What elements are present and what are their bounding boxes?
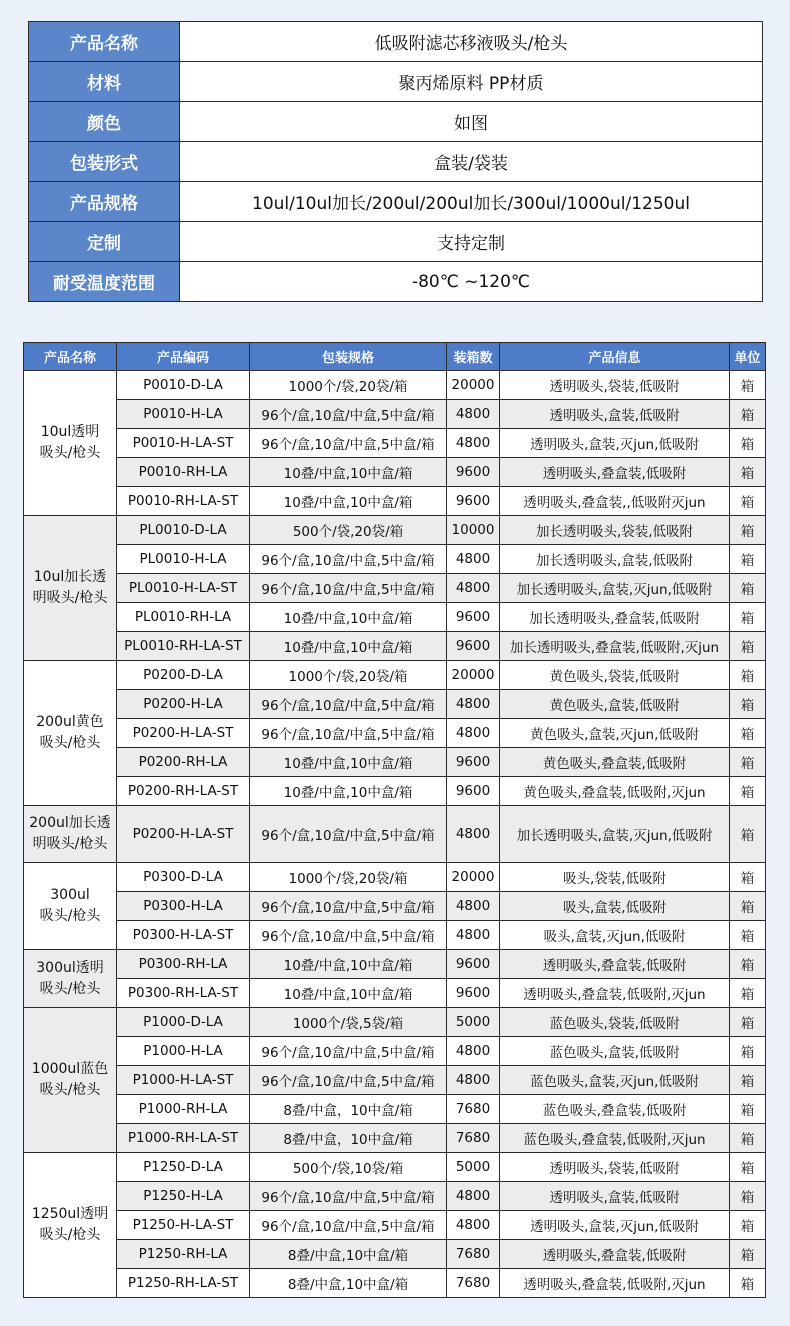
package-spec: 10叠/中盒,10中盒/箱: [250, 632, 447, 661]
table-row: [24, 400, 766, 429]
package-spec: 8叠/中盒,10中盒/箱: [250, 1269, 447, 1298]
carton-qty: 9600: [447, 950, 500, 979]
carton-qty: 4800: [447, 921, 500, 950]
product-code: P0200-H-LA: [117, 690, 250, 719]
product-code: P1000-H-LA-ST: [117, 1066, 250, 1095]
carton-qty: 7680: [447, 1095, 500, 1124]
product-name-cell: [24, 1153, 117, 1298]
unit: 箱: [730, 1008, 766, 1037]
package-spec: 10叠/中盒,10中盒/箱: [250, 603, 447, 632]
product-code: P0200-H-LA-ST: [117, 806, 250, 863]
unit: 箱: [730, 1037, 766, 1066]
table-row: [24, 371, 766, 400]
unit: 箱: [730, 1269, 766, 1298]
unit: 箱: [730, 777, 766, 806]
product-code: PL0010-RH-LA: [117, 603, 250, 632]
product-code: PL0010-RH-LA-ST: [117, 632, 250, 661]
table-row: [24, 690, 766, 719]
product-name: 200ul加长透 明吸头/枪头: [29, 815, 111, 852]
table-row: [24, 545, 766, 574]
unit: 箱: [730, 400, 766, 429]
product-code: P0300-H-LA-ST: [117, 921, 250, 950]
package-spec: 1000个/袋,20袋/箱: [250, 661, 447, 690]
table-row: [24, 1066, 766, 1095]
product-name-cell: [24, 806, 117, 863]
carton-qty: 9600: [447, 487, 500, 516]
unit: 箱: [730, 748, 766, 777]
product-info: 黄色吸头,叠盒装,低吸附,灭jun: [500, 777, 730, 806]
product-info: 加长透明吸头,盒装,灭jun,低吸附: [500, 574, 730, 603]
product-code: PL0010-H-LA: [117, 545, 250, 574]
product-info: 透明吸头,袋装,低吸附: [500, 1153, 730, 1182]
spec-value: 低吸附滤芯移液吸头/枪头: [180, 22, 763, 62]
unit: 箱: [730, 458, 766, 487]
spec-row: [29, 182, 763, 222]
column-header: 产品名称: [24, 343, 117, 371]
package-spec: 96个/盒,10盒/中盒,5中盒/箱: [250, 1182, 447, 1211]
carton-qty: 4800: [447, 806, 500, 863]
table-row: [24, 950, 766, 979]
product-name: 10ul加长透 明吸头/枪头: [32, 569, 108, 606]
spec-value: 盒装/袋装: [180, 142, 763, 182]
table-row: [24, 458, 766, 487]
unit: 箱: [730, 1211, 766, 1240]
unit: 箱: [730, 921, 766, 950]
product-name-cell: [24, 1008, 117, 1153]
unit: 箱: [730, 806, 766, 863]
product-code: P1250-RH-LA: [117, 1240, 250, 1269]
product-code: P1000-RH-LA-ST: [117, 1124, 250, 1153]
product-name: 10ul透明 吸头/枪头: [39, 424, 101, 461]
product-code: P0010-RH-LA-ST: [117, 487, 250, 516]
product-info: 透明吸头,叠盒装,,低吸附灭jun: [500, 487, 730, 516]
package-spec: 8叠/中盒，10中盒/箱: [250, 1124, 447, 1153]
unit: 箱: [730, 690, 766, 719]
product-info: 透明吸头,叠盒装,低吸附: [500, 1240, 730, 1269]
carton-qty: 9600: [447, 603, 500, 632]
table-row: [24, 806, 766, 863]
unit: 箱: [730, 661, 766, 690]
product-code: P0010-H-LA: [117, 400, 250, 429]
package-spec: 96个/盒,10盒/中盒,5中盒/箱: [250, 545, 447, 574]
product-info: 透明吸头,叠盒装,低吸附: [500, 458, 730, 487]
product-code: P1000-H-LA: [117, 1037, 250, 1066]
table-row: [24, 1008, 766, 1037]
table-row: [24, 748, 766, 777]
table-row: [24, 632, 766, 661]
unit: 箱: [730, 892, 766, 921]
package-spec: 96个/盒,10盒/中盒,5中盒/箱: [250, 806, 447, 863]
unit: 箱: [730, 603, 766, 632]
unit: 箱: [730, 1240, 766, 1269]
unit: 箱: [730, 979, 766, 1008]
product-code: PL0010-H-LA-ST: [117, 574, 250, 603]
unit: 箱: [730, 719, 766, 748]
unit: 箱: [730, 1095, 766, 1124]
product-info: 蓝色吸头,叠盒装,低吸附,灭jun: [500, 1124, 730, 1153]
table-row: [24, 777, 766, 806]
product-name: 1000ul蓝色 吸头/枪头: [31, 1061, 109, 1098]
package-spec: 1000个/袋,20袋/箱: [250, 371, 447, 400]
product-info: 加长透明吸头,袋装,低吸附: [500, 516, 730, 545]
spec-row: [29, 142, 763, 182]
spec-row: [29, 222, 763, 262]
package-spec: 96个/盒,10盒/中盒,5中盒/箱: [250, 921, 447, 950]
product-info: 加长透明吸头,盒装,低吸附: [500, 545, 730, 574]
carton-qty: 4800: [447, 719, 500, 748]
product-code: P0010-D-LA: [117, 371, 250, 400]
table-row: [24, 921, 766, 950]
spec-label: 产品名称: [29, 22, 180, 62]
product-info: 黄色吸头,袋装,低吸附: [500, 661, 730, 690]
product-info: 加长透明吸头,叠盒装,低吸附: [500, 603, 730, 632]
carton-qty: 10000: [447, 516, 500, 545]
package-spec: 10叠/中盒,10中盒/箱: [250, 487, 447, 516]
product-info: 蓝色吸头,盒装,低吸附: [500, 1037, 730, 1066]
product-info: 加长透明吸头,盒装,灭jun,低吸附: [500, 806, 730, 863]
spec-label: 耐受温度范围: [29, 262, 180, 302]
table-row: [24, 516, 766, 545]
spec-row: [29, 102, 763, 142]
carton-qty: 4800: [447, 429, 500, 458]
product-info: 透明吸头,盒装,低吸附: [500, 400, 730, 429]
product-table: [23, 342, 766, 1298]
product-code: P0010-H-LA-ST: [117, 429, 250, 458]
product-code: P0200-RH-LA: [117, 748, 250, 777]
carton-qty: 9600: [447, 632, 500, 661]
spec-value: 支持定制: [180, 222, 763, 262]
package-spec: 1000个/袋,20袋/箱: [250, 863, 447, 892]
carton-qty: 5000: [447, 1008, 500, 1037]
spec-label: 产品规格: [29, 182, 180, 222]
package-spec: 96个/盒,10盒/中盒,5中盒/箱: [250, 574, 447, 603]
table-row: [24, 1153, 766, 1182]
package-spec: 10叠/中盒,10中盒/箱: [250, 777, 447, 806]
spec-row: [29, 62, 763, 102]
unit: 箱: [730, 1066, 766, 1095]
carton-qty: 4800: [447, 690, 500, 719]
product-name: 200ul黄色 吸头/枪头: [36, 714, 104, 751]
package-spec: 96个/盒,10盒/中盒,5中盒/箱: [250, 400, 447, 429]
carton-qty: 4800: [447, 892, 500, 921]
package-spec: 10叠/中盒,10中盒/箱: [250, 979, 447, 1008]
product-name-cell: [24, 371, 117, 516]
product-info: 黄色吸头,盒装,灭jun,低吸附: [500, 719, 730, 748]
table-row: [24, 1211, 766, 1240]
product-info: 透明吸头,叠盒装,低吸附,灭jun: [500, 1269, 730, 1298]
package-spec: 96个/盒,10盒/中盒,5中盒/箱: [250, 1037, 447, 1066]
table-row: [24, 1095, 766, 1124]
product-code: P0300-RH-LA-ST: [117, 979, 250, 1008]
product-info: 透明吸头,叠盒装,低吸附: [500, 950, 730, 979]
unit: 箱: [730, 487, 766, 516]
product-info: 加长透明吸头,叠盒装,低吸附,灭jun: [500, 632, 730, 661]
product-info: 透明吸头,盒装,灭jun,低吸附: [500, 429, 730, 458]
product-name-cell: [24, 863, 117, 950]
spec-row: [29, 262, 763, 302]
product-code: P1000-RH-LA: [117, 1095, 250, 1124]
carton-qty: 9600: [447, 748, 500, 777]
table-row: [24, 1037, 766, 1066]
product-code: P1000-D-LA: [117, 1008, 250, 1037]
carton-qty: 4800: [447, 1066, 500, 1095]
product-code: P0300-RH-LA: [117, 950, 250, 979]
table-row: [24, 863, 766, 892]
spec-label: 颜色: [29, 102, 180, 142]
carton-qty: 9600: [447, 777, 500, 806]
product-code: P0200-D-LA: [117, 661, 250, 690]
table-row: [24, 979, 766, 1008]
package-spec: 1000个/袋,5袋/箱: [250, 1008, 447, 1037]
unit: 箱: [730, 1124, 766, 1153]
table-row: [24, 1124, 766, 1153]
carton-qty: 4800: [447, 574, 500, 603]
column-header: 单位: [730, 343, 766, 371]
unit: 箱: [730, 632, 766, 661]
product-code: P1250-D-LA: [117, 1153, 250, 1182]
carton-qty: 20000: [447, 661, 500, 690]
product-code: P1250-H-LA: [117, 1182, 250, 1211]
unit: 箱: [730, 429, 766, 458]
carton-qty: 7680: [447, 1124, 500, 1153]
table-row: [24, 429, 766, 458]
package-spec: 10叠/中盒,10中盒/箱: [250, 458, 447, 487]
product-info: 黄色吸头,叠盒装,低吸附: [500, 748, 730, 777]
product-info: 蓝色吸头,盒装,灭jun,低吸附: [500, 1066, 730, 1095]
column-header: 装箱数: [447, 343, 500, 371]
product-info: 透明吸头,盒装,灭jun,低吸附: [500, 1211, 730, 1240]
product-name: 300ul透明 吸头/枪头: [36, 959, 104, 997]
carton-qty: 20000: [447, 863, 500, 892]
carton-qty: 4800: [447, 400, 500, 429]
product-info: 吸头,盒装,低吸附: [500, 892, 730, 921]
column-header: 包装规格: [250, 343, 447, 371]
table-row: [24, 1269, 766, 1298]
table-row: [24, 892, 766, 921]
carton-qty: 4800: [447, 1211, 500, 1240]
package-spec: 500个/袋,10袋/箱: [250, 1153, 447, 1182]
table-row: [24, 1240, 766, 1269]
carton-qty: 9600: [447, 458, 500, 487]
product-name-cell: [24, 516, 117, 661]
package-spec: 10叠/中盒,10中盒/箱: [250, 748, 447, 777]
package-spec: 96个/盒,10盒/中盒,5中盒/箱: [250, 1211, 447, 1240]
product-info: 透明吸头,袋装,低吸附: [500, 371, 730, 400]
product-code: P0300-H-LA: [117, 892, 250, 921]
carton-qty: 4800: [447, 1182, 500, 1211]
product-info: 蓝色吸头,袋装,低吸附: [500, 1008, 730, 1037]
package-spec: 500个/袋,20袋/箱: [250, 516, 447, 545]
package-spec: 96个/盒,10盒/中盒,5中盒/箱: [250, 429, 447, 458]
unit: 箱: [730, 1182, 766, 1211]
package-spec: 10叠/中盒,10中盒/箱: [250, 950, 447, 979]
package-spec: 8叠/中盒,10中盒/箱: [250, 1240, 447, 1269]
product-info: 透明吸头,叠盒装,低吸附,灭jun: [500, 979, 730, 1008]
carton-qty: 7680: [447, 1240, 500, 1269]
spec-value: 聚丙烯原料 PP材质: [180, 62, 763, 102]
spec-label: 包装形式: [29, 142, 180, 182]
spec-label: 材料: [29, 62, 180, 102]
package-spec: 96个/盒,10盒/中盒,5中盒/箱: [250, 892, 447, 921]
package-spec: 96个/盒,10盒/中盒,5中盒/箱: [250, 719, 447, 748]
spec-row: [29, 22, 763, 62]
product-code: PL0010-D-LA: [117, 516, 250, 545]
product-name: 1250ul透明 吸头/枪头: [31, 1206, 109, 1243]
product-code: P0010-RH-LA: [117, 458, 250, 487]
product-name-cell: [24, 950, 117, 1008]
product-info: 透明吸头,盒装,低吸附: [500, 1182, 730, 1211]
product-code: P0300-D-LA: [117, 863, 250, 892]
carton-qty: 7680: [447, 1269, 500, 1298]
column-header: 产品信息: [500, 343, 730, 371]
package-spec: 96个/盒,10盒/中盒,5中盒/箱: [250, 690, 447, 719]
product-info: 吸头,袋装,低吸附: [500, 863, 730, 892]
product-code: P0200-H-LA-ST: [117, 719, 250, 748]
table-row: [24, 1182, 766, 1211]
column-header: 产品编码: [117, 343, 250, 371]
package-spec: 96个/盒,10盒/中盒,5中盒/箱: [250, 1066, 447, 1095]
unit: 箱: [730, 950, 766, 979]
unit: 箱: [730, 863, 766, 892]
spec-value: -80℃ ~120℃: [180, 262, 763, 302]
product-code: P1250-RH-LA-ST: [117, 1269, 250, 1298]
carton-qty: 5000: [447, 1153, 500, 1182]
table-row: [24, 574, 766, 603]
product-code: P1250-H-LA-ST: [117, 1211, 250, 1240]
unit: 箱: [730, 516, 766, 545]
table-row: [24, 661, 766, 690]
product-info: 吸头,盒装,灭jun,低吸附: [500, 921, 730, 950]
package-spec: 8叠/中盒，10中盒/箱: [250, 1095, 447, 1124]
product-info: 黄色吸头,盒装,低吸附: [500, 690, 730, 719]
table-row: [24, 603, 766, 632]
unit: 箱: [730, 1153, 766, 1182]
spec-value: 10ul/10ul加长/200ul/200ul加长/300ul/1000ul/1250ul: [180, 182, 763, 222]
product-code: P0200-RH-LA-ST: [117, 777, 250, 806]
carton-qty: 4800: [447, 1037, 500, 1066]
unit: 箱: [730, 371, 766, 400]
table-header-row: [24, 343, 766, 371]
carton-qty: 4800: [447, 545, 500, 574]
product-info: 蓝色吸头,叠盒装,低吸附: [500, 1095, 730, 1124]
table-row: [24, 487, 766, 516]
unit: 箱: [730, 574, 766, 603]
carton-qty: 20000: [447, 371, 500, 400]
spec-value: 如图: [180, 102, 763, 142]
product-name-cell: [24, 661, 117, 806]
unit: 箱: [730, 545, 766, 574]
spec-table: [28, 21, 763, 302]
spec-label: 定制: [29, 222, 180, 262]
product-name: 300ul 吸头/枪头: [39, 887, 101, 924]
carton-qty: 9600: [447, 979, 500, 1008]
table-row: [24, 719, 766, 748]
